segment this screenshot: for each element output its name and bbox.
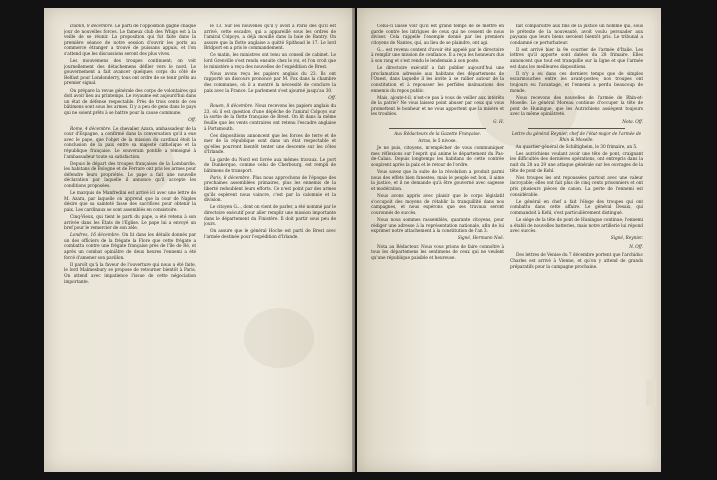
paragraph: On assure que le général Hoche est parti de Brest avec l'armée destinée pour l'expédition d'Irlande. bbox=[204, 229, 336, 240]
paragraph: La garde du Nord est livrée aux mêmes travaux. Le port de Dunkerque, comme celui de Cherbourg, est rempli de bâtimens de transport. bbox=[204, 157, 336, 174]
paragraph-text: Le parti de l'opposition gagne chaque jour de nouvelles forces. Le fameux club des Whigs est à la veille de se réunir. La proposition qui fut faite dans la première séance de notre session d'ouvrir les ports au commerce étranger a trouvé de puissans appuis, et l'on s'attend que les discussions seront des plus vives. bbox=[64, 24, 196, 57]
paragraph: Vous savez que la suite de la révolution a produit parmi nous des effets bien funestes; mais le peuple est bon, il aime la justice, et il ne demande qu'à être gouverné avec sagesse et modération. bbox=[371, 170, 504, 192]
right-page-column-2 bbox=[510, 24, 643, 458]
paragraph-text: Le chevalier Azara, ambassadeur de la cour d'Espagne, a confirmé dans la conversation qu'il a eue avec le pape, que l'objet de la mission du cardinal étoit la conclusion de la paix entre sa majesté catholique et la république française. Le souverain pontife a témoigné à l'ambassadeur toute sa satisfaction. bbox=[64, 126, 196, 160]
paragraph: fait comparoître aux fins de la justice un homme qui, sous le prétexte de la nouveauté, avoit voulu persuader aux paysans que leurs biens seroient bientôt pris. Le tribunal a condamné ce perturbateur. bbox=[510, 24, 643, 46]
paragraph: Les mouvemens des troupes continuent; on voit journellement des détachemens défiler vers le nord. Le gouvernement a fait avancer quelques corps du côté de Belfast pour Londonderry, tous ont ordre de se tenir prêts au premier signal. bbox=[64, 59, 196, 87]
section-heading: Lettre du général Reynier, chef de l'état-major de l'armée de Rhin & Moselle. bbox=[511, 132, 642, 143]
section-heading: Aux Rédacteurs de la Gazette Française. bbox=[394, 132, 481, 138]
paragraph: le 13. Sur les nouvelles qu'il y avoit à Paris dès qu'il est arrivé, cette escadre, qui a appareillé sous les ordres de l'amiral Colpoys, a déjà mouillé dans la baie de Bantry. On assure que la flotte anglaise a quitté Spithead le 17. Le lord Bridport en a pris le commandement. bbox=[204, 24, 336, 52]
paragraph-text: On lit dans les détails donnés par un des officiers de la frégate la Flore que cette frégate a combattu contre une frégate française près de l'île de Ré, et après un combat opiniâtre de deux heures l'ennemi a été forcé d'amener son pavillon. bbox=[64, 233, 196, 261]
paragraph: Je ne puis, citoyens, m'empêcher de vous communiquer mes réflexions sur l'esprit qui anime le département du Pas-de-Calais. Depuis longtemps les habitans de cette contrée soupirent après la paix et le retour de l'ordre. bbox=[371, 146, 504, 169]
dateline: Rome, 4 décembre. bbox=[70, 126, 112, 132]
paragraph: Le siège de la tête de pont de Huningue continue; l'ennemi a établi de nouvelles batteries, mais notre artillerie lui répond avec succès. bbox=[510, 217, 643, 235]
signature: N. Off. bbox=[629, 244, 643, 250]
paragraph: Des lettres de Venise du 7 décembre portent que l'archiduc Charles est arrivé à Vienne, et qu'on y attend de grands préparatifs pour la campagne prochaine. bbox=[510, 253, 643, 270]
dateline-paragraph bbox=[64, 127, 196, 161]
paragraph: Le général en chef a fait l'éloge des troupes qui ont combattu dans cette affaire. Le général Desaix, qui commandoit à Kehl, s'est particulièrement distingué. bbox=[510, 199, 643, 216]
paragraph: Les autrichiens voulant avoir une tête de pont, craignant les difficultés des dernières opérations, ont entrepris dans la nuit du 28 au 29 une attaque générale sur les ouvrages de la tête de pont de Kehl. bbox=[510, 151, 643, 174]
paragraph: Il n'y a eu dans ces derniers temps que de simples escarmouches entre les avant-postes; nos troupes ont toujours eu l'avantage, et l'ennemi a perdu beaucoup de monde. bbox=[510, 71, 643, 94]
dateline: Paris, 8 décembre. bbox=[210, 175, 251, 181]
paragraph: Il paroît qu'à la faveur de l'ouverture qui nous a été faite, le lord Malmesbury se propose de retourner bientôt à Paris. On attend avec impatience l'issue de cette négociation importante. bbox=[64, 262, 196, 285]
dateline: Londres, 16 décembre. bbox=[70, 233, 121, 239]
paragraph: Mais, ajoute-t-il, n'est-ce pas à vous de veiller aux intérêts de la patrie? Ne vous laissez point abuser par ceux qui vous promettent le bonheur et ne vous apportent que la misère et les troubles. bbox=[371, 95, 504, 118]
paragraph: Nous avons reçu les papiers anglais du 23. Ils ont rapporté un discours prononcé par M. Fox dans la chambre des communes, où il a montré la nécessité de conclure la paix avec la France. Le parlement s'est ajourné jusqu'au 30. bbox=[204, 71, 336, 94]
signature: Nota. Off. bbox=[622, 119, 643, 125]
paragraph: Le citoyen G..., dont on vient de parler, a été nommé par le directoire exécutif pour aller remplir une mission importante dans le département du Finistère. Il doit partir sous peu de jours. bbox=[204, 205, 336, 228]
paragraph: On prépare la revue générale des corps de volontaires qui doit avoir lieu au printemps. Le royaume est aujourd'hui dans un état de défense respectable. Près de trois cents de ces bâtimens sont sous les armes. Il y a peu de gens dans le pays qui ne soient prêts à se battre pour la cause commune. bbox=[64, 88, 196, 116]
paragraph: Ces dispositions annoncent que les forces de terre et de mer de la république sont dans un état respectable et qu'elles pourront bientôt tenter une descente sur les côtes d'Irlande. bbox=[204, 133, 336, 156]
signature: Signé, Reynier. bbox=[610, 236, 643, 242]
dateline-paragraph bbox=[204, 104, 336, 132]
paragraph: Cinq-Vieux, qui tient le parti du pape, a été retenu à son arrivée dans les États de l'Église. Le pape lui a envoyé un bref pour le remercier de son zèle. bbox=[64, 215, 196, 232]
dateline-paragraph bbox=[64, 24, 196, 58]
paragraph: G... est revenu content d'avoir été appelé par le directoire à remplir une mission de confiance. Il a reçu les honneurs dus à son rang et s'est rendu le lendemain à son poste. bbox=[371, 47, 504, 65]
paragraph: Nos troupes les ont repoussées partout avec une valeur incroyable; elles ont fait plus de cinq cents prisonniers et ont pris plusieurs pièces de canon. La perte de l'ennemi est considérable. bbox=[510, 175, 643, 198]
dateline: Dublin, 8 décembre. bbox=[70, 24, 114, 29]
paragraph: Celui-ci laisse voir qu'il est grand temps de se mettre en garde contre les intrigues de ceux qui ne cessent de nous diviser. Cela rappelle l'exemple donné par les premiers citoyens de Nantes, qui, au lieu de se plaindre, ont agi. bbox=[371, 24, 504, 46]
left-page bbox=[44, 8, 355, 472]
left-page-column-1 bbox=[64, 24, 196, 458]
signature: G. H. bbox=[493, 119, 504, 125]
right-page bbox=[357, 8, 661, 472]
paragraph: Nous avons appris avec plaisir que le corps législatif s'occupoit des moyens de rétablir la tranquillité dans nos campagnes, et nous espérons que ses travaux seront couronnés de succès. bbox=[371, 194, 504, 216]
section-divider bbox=[528, 128, 625, 129]
paragraph: Le marquis de Manfredini est arrivé ici avec une lettre de M. Azara, par laquelle on apprend que la cour de Naples désire que sa sainteté fasse des sacrifices pour obtenir la paix. Les cardinaux se sont assemblés en consistoire. bbox=[64, 191, 196, 213]
paragraph: Nota au Rédacteur. Nous vous prions de faire connoître à tous les départemens les sentimens de ceux qui ne veulent qu'une république paisible et heureuse. bbox=[371, 244, 504, 261]
paragraph-text: Plus nous approchons de l'époque des prochaines assemblées primaires, plus les ennemis de la liberté redoublent leurs efforts. Ce n'est point par des armes qu'ils espèrent nous vaincre, c'est par la calomnie et la division. bbox=[204, 175, 336, 204]
paragraph: Le directoire exécutif a fait publier aujourd'hui une proclamation adressée aux habitans des départemens de l'Ouest, dans laquelle il les invite à se rallier autour de la constitution et à repousser les perfides insinuations des ennemis du repos public. bbox=[371, 66, 504, 94]
paragraph: Il est arrivé hier la 9e courrier de l'armée d'Italie. Les lettres qu'il apporte sont datées du 28 frimaire. Elles annoncent que tout est tranquille sur la ligne et que l'armée est dans les meilleures dispositions. bbox=[510, 47, 643, 70]
paragraph: Depuis le départ des troupes françaises de la Lombardie, les habitans de Bologne et de Ferrare ont pris les armes pour défendre leurs propriétés. Le pape a fait une nouvelle déclaration par laquelle il annonce qu'il accepte les conditions proposées. bbox=[64, 161, 196, 190]
place-date-line: Arras, le 5 nivose. bbox=[418, 139, 457, 145]
paragraph: Nous recevons des nouvelles de l'armée de Rhin-et-Moselle. Le général Moreau continue d'occuper la tête de pont de Huningue, que les Autrichiens assiègent toujours avec la même opiniâtreté. bbox=[510, 95, 643, 118]
place-date-line: Au quartier-général de Schiltigheim, le 30 frimaire, an 5. bbox=[515, 144, 638, 150]
paragraph-text: Nous recevons les papiers anglais du 23, où il est question d'une dépêche de l'amiral Colpoys sur la sortie de la flotte française de Brest. On lit dans la même feuille que les vents contraires ont retenu l'escadre anglaise à Portsmouth. bbox=[204, 104, 336, 132]
dateline-paragraph bbox=[204, 176, 336, 204]
right-page-column-1 bbox=[371, 24, 504, 458]
paragraph: Ce matin, les ministres ont tenu un conseil de cabinet. Le lord Grenville s'est rendu ensuite chez le roi, et l'on croit que le ministère a reçu des nouvelles de l'expédition de Brest. bbox=[204, 53, 336, 70]
dateline-paragraph bbox=[64, 233, 196, 261]
signature: Off. bbox=[188, 118, 196, 123]
left-page-column-2 bbox=[204, 24, 336, 458]
section-divider bbox=[389, 128, 486, 129]
signature: Signé, Hermann Noë. bbox=[457, 236, 504, 242]
signature: Off. bbox=[328, 95, 336, 101]
dateline: Rouen, 8 décembre. bbox=[210, 104, 254, 110]
paragraph: Nous nous sommes rassemblés, quarante citoyens, pour rédiger une adresse à la représentation nationale, afin de lui exprimer notre attachement à la constitution de l'an 3. bbox=[371, 217, 504, 235]
